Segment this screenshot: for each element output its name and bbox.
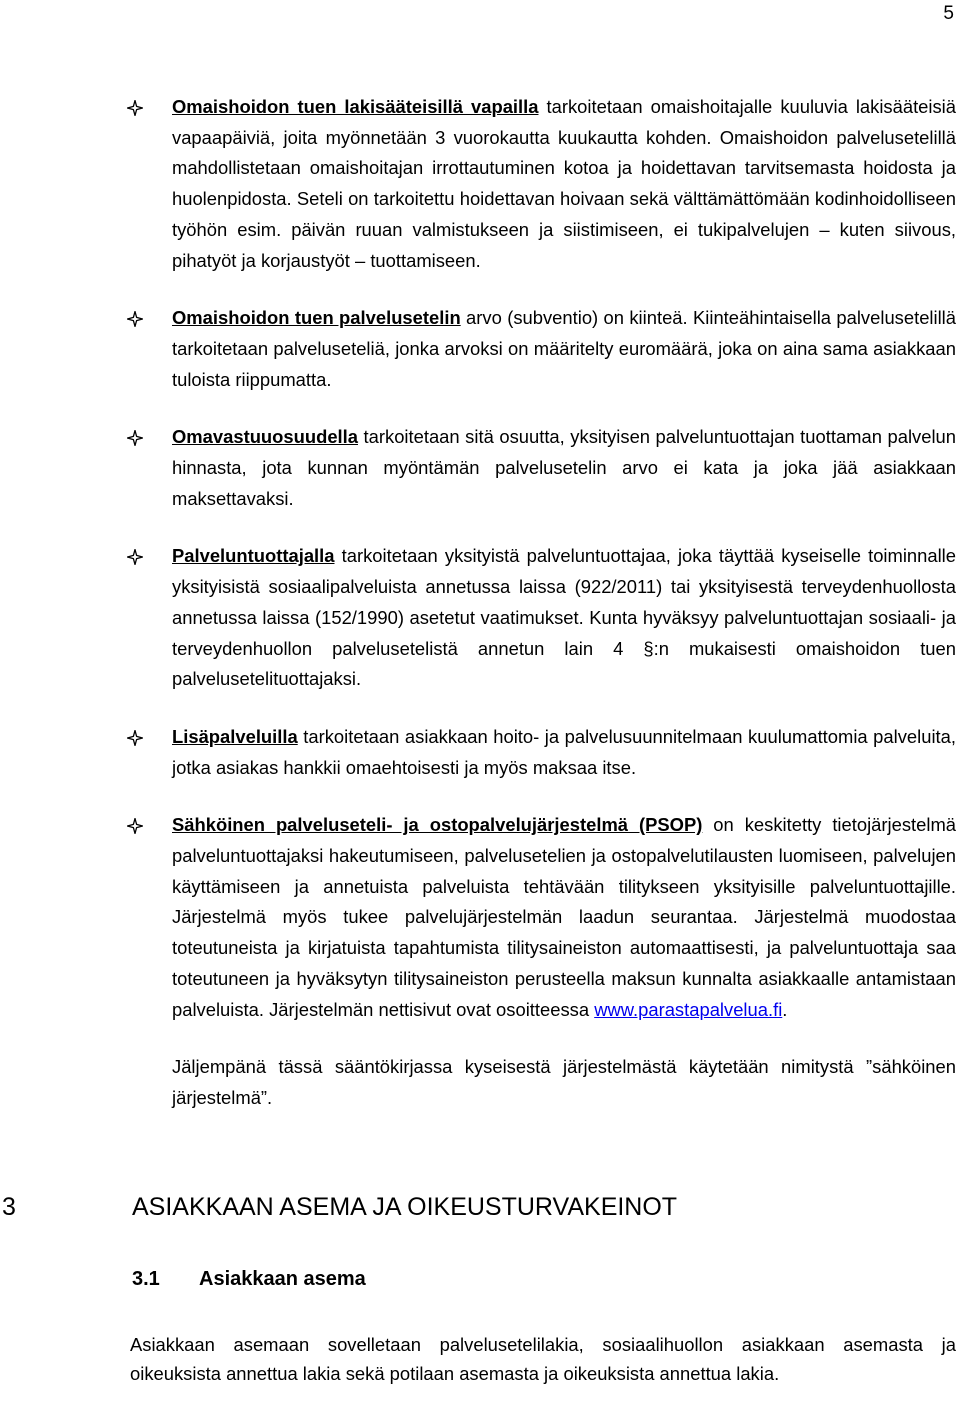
sentence-end: . <box>782 998 788 1020</box>
list-item <box>0 422 960 514</box>
defined-term: Omavastuuosuudella <box>172 426 358 448</box>
diamond-bullet-icon <box>127 430 143 446</box>
list-item-text <box>172 722 956 783</box>
definition-text: tarkoitetaan omaishoitajalle kuuluvia lakisääteisiä vapaapäiviä, joita myönnetään 3 vuorokautta kuukautta kohden. Omaishoidon palvelusetelillä mahdollistetaan omaishoitajan irrottautuminen kotoa ja hoidettavan tarvitsemasta hoidosta ja huolenpidosta. Seteli on tarkoitettu hoidettavan hoivaan sekä välttämättömään kodinhoidolliseen työhön esim. päivän ruuan valmistukseen ja siistimiseen, ei tukipalvelujen – kuten siivous, pihatyöt ja korjaustyöt – tuottamiseen. <box>172 96 956 271</box>
section-number: 3 <box>2 1193 16 1221</box>
defined-term: Omaishoidon tuen lakisääteisillä vapailla <box>172 96 539 117</box>
definition-text: arvo (subventio) on kiinteä. Kiinteähintaisella palvelusetelillä tarkoitetaan palveluseteliä, jonka arvoksi on määritelty euromäärä, joka on aina sama asiakkaan tuloista riippumatta. <box>172 307 956 390</box>
diamond-bullet-icon <box>127 549 143 565</box>
diamond-bullet-icon <box>127 311 143 327</box>
section-title: ASIAKKAAN ASEMA JA OIKEUSTURVAKEINOT <box>132 1193 678 1221</box>
subsection-number: 3.1 <box>132 1268 160 1290</box>
defined-term: Sähköinen palveluseteli- ja ostopalvelujärjestelmä (PSOP) <box>172 814 703 836</box>
subsection-title: Asiakkaan asema <box>199 1268 366 1290</box>
system-name-note: Jäljempänä tässä sääntökirjassa kyseisestä järjestelmästä käytetään nimitystä ”sähköinen järjestelmä”. <box>172 1056 956 1108</box>
list-item <box>0 92 960 276</box>
list-item-text <box>172 810 956 1025</box>
definition-list <box>0 92 960 1052</box>
definition-text: on keskitetty tietojärjestelmä palveluntuottajaksi hakeutumiseen, palvelusetelien ja ostopalvelutilausten luomiseen, palvelujen käyttämiseen ja annetuista palveluista tehtävään tilitykseen yksityisille palveluntuottajille. Järjestelmä myös tukee palvelujärjestelmän laadun seurantaa. Järjestelmä muodostaa toteutuneista ja kirjatuista tapahtumista tilitysaineiston automaattisesti, ja palveluntuottaja saa toteutuneen ja hyväksytyn tilitysaineiston perusteella maksun kunnalta asiakkaalle antamistaan palveluista. Järjestelmän nettisivut ovat osoitteessa <box>172 814 957 1020</box>
list-item-text <box>172 422 956 514</box>
defined-term: Lisäpalveluilla <box>172 725 298 747</box>
list-item-text <box>172 303 956 395</box>
diamond-bullet-icon <box>127 730 143 746</box>
definition-text: tarkoitetaan asiakkaan hoito- ja palvelusuunnitelmaan kuulumattomia palveluita, jotka asiakas hankkii omaehtoisesti ja myös maksaa itse. <box>172 725 956 778</box>
diamond-bullet-icon <box>127 100 143 116</box>
definition-text: tarkoitetaan sitä osuutta, yksityisen palveluntuottajan tuottaman palvelun hinnasta, jota kunnan myöntämän palvelusetelin arvo ei kata ja joka jää asiakkaan maksettavaksi. <box>172 426 956 509</box>
list-item <box>0 541 960 695</box>
defined-term: Palveluntuottajalla <box>172 545 335 567</box>
definition-text: tarkoitetaan yksityistä palveluntuottajaa, joka täyttää kyseiselle toiminnalle yksityisistä sosiaalipalveluista annetussa laissa (922/2011) tai yksityisestä terveydenhuollosta annetussa laissa (152/1990) asetetut vaatimukset. Kunta hyväksyy palveluntuottajan sosiaali- ja terveydenhuollon palvelusetelistä annetun lain 4 §:n mukaisesti omaishoidon tuen palvelusetelituottajaksi. <box>172 545 956 690</box>
body-paragraph: Asiakkaan asemaan sovelletaan palvelusetelilakia, sosiaalihuollon asiakkaan asemasta ja oikeuksista annettua lakia sekä potilaan asemasta ja oikeuksista annettua lakia. <box>130 1334 956 1384</box>
list-item-text <box>172 92 956 276</box>
list-item-text <box>172 541 956 695</box>
list-item <box>0 722 960 783</box>
defined-term: Omaishoidon tuen palvelusetelin <box>172 307 461 329</box>
page-number: 5 <box>943 3 954 24</box>
website-link[interactable]: www.parastapalvelua.fi <box>594 998 783 1020</box>
list-item <box>0 303 960 395</box>
list-item <box>0 810 960 1025</box>
diamond-bullet-icon <box>127 818 143 834</box>
